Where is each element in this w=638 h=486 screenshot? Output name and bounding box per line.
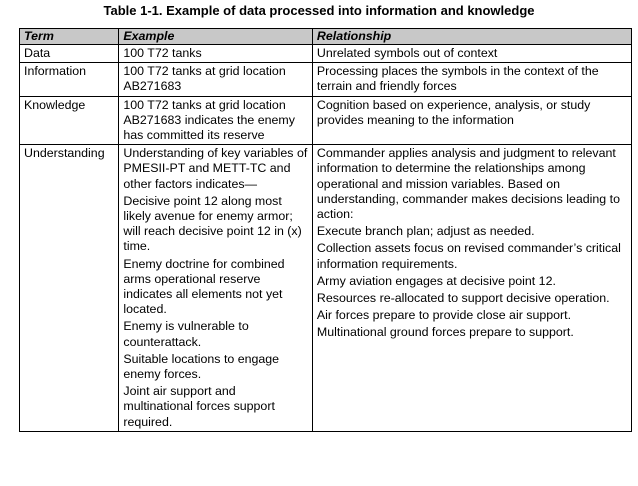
example-paragraph: Enemy is vulnerable to counterattack. (123, 319, 249, 349)
example-cell: 100 T72 tanks at grid location AB271683 (119, 63, 313, 96)
header-example: Example (119, 29, 313, 45)
example-cell: 100 T72 tanks at grid location AB271683 indicates the enemy has committed its reserve (119, 96, 313, 145)
table-row-understanding (20, 145, 632, 432)
relationship-cell: Cognition based on experience, analysis, or study provides meaning to the information (312, 96, 631, 145)
term-cell: Knowledge (20, 96, 119, 145)
table-row-information (20, 63, 632, 96)
relationship-paragraph: Collection assets focus on revised commander’s critical information requirements. (316, 241, 621, 271)
term-cell: Information (20, 63, 119, 96)
table-row-data (20, 45, 632, 63)
relationship-cell: Processing places the symbols in the context of the terrain and friendly forces (312, 63, 631, 96)
example-cell: 100 T72 tanks (119, 45, 313, 63)
relationship-paragraph: Execute branch plan; adjust as needed. (316, 224, 535, 239)
term-cell: Data (20, 45, 119, 63)
header-term: Term (20, 29, 119, 45)
relationship-cell (312, 145, 631, 432)
data-table (19, 28, 632, 432)
table-title: Table 1-1. Example of data processed into information and knowledge (103, 3, 535, 18)
relationship-paragraph: Multinational ground forces prepare to support. (316, 325, 574, 340)
header-row (20, 29, 632, 45)
term-cell: Understanding (20, 145, 119, 432)
example-paragraph: Enemy doctrine for combined arms operational reserve indicates all elements not yet located. (123, 256, 285, 317)
example-cell (119, 145, 313, 432)
relationship-paragraph: Commander applies analysis and judgment to relevant information to determine the relationships among operational and mission variables. Based on understanding, commander makes decisions leading to action: (316, 146, 620, 222)
relationship-paragraph: Air forces prepare to provide close air support. (316, 308, 572, 323)
example-paragraph: Understanding of key variables of PMESII-PT and METT-TC and other factors indicates— (123, 146, 308, 191)
relationship-paragraph: Resources re-allocated to support decisive operation. (316, 291, 610, 306)
header-relationship: Relationship (312, 29, 631, 45)
example-paragraph: Decisive point 12 along most likely avenue for enemy armor; will reach decisive point 12 in (x) time. (123, 193, 302, 254)
relationship-cell: Unrelated symbols out of context (312, 45, 631, 63)
relationship-paragraph: Army aviation engages at decisive point 12. (316, 273, 556, 288)
example-paragraph: Suitable locations to engage enemy forces. (123, 351, 280, 382)
example-paragraph: Joint air support and multinational forces support required. (123, 384, 275, 429)
table-row-knowledge (20, 96, 632, 145)
